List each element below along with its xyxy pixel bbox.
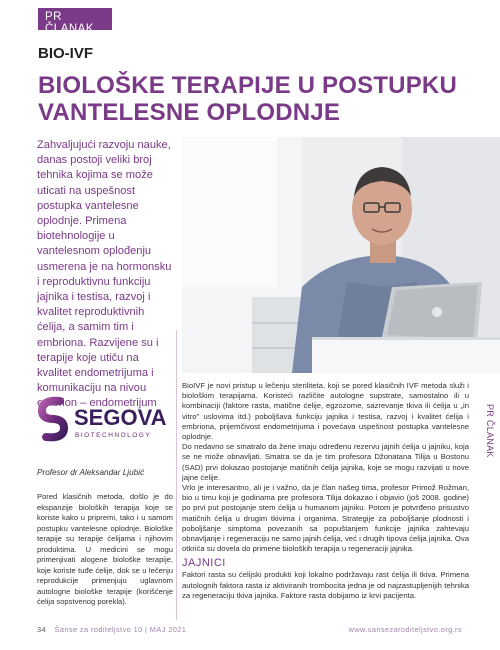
- segova-logo: [34, 395, 174, 443]
- article-type-tag: PR ČLANAK: [38, 8, 112, 30]
- body-paragraph: Faktori rasta su ćelijski produkti koji lokalno podržavaju rast ćelija ili tkiva. Primena autolognih faktora rasta iz aktiviranih trombocita jedna je od najzastupljenijih tehnika za regeneraciju tkiva jajnika. Faktore rasta dobijamo iz krvi pacijenta.: [182, 570, 469, 600]
- body-paragraph: BioIVF je novi pristup u lečenju steriliteta, koji se pored klasičnih IVF metoda služi i biološkim terapijama. Koristeći različite autologne supstrate, samostalno ili u kombinaciji (faktore rasta, matične ćelije, egzozome, sazrevanje tkiva ili ćelija u „in vitro" uslovima itd.) poboljšava funkciju jajnika i testisa, razvoj i kvalitet ćelija i embriona, prijemčivost endometrijuma i povećava uspešnost postupka vantelesne oplodnje.: [182, 381, 469, 442]
- logo-tagline: BIOTECHNOLOGY: [75, 432, 152, 439]
- body-paragraph: Vrlo je interesantno, ali je i važno, da je član našeg tima, profesor Primož Rožman, bio u timu koji je godinama pre profesora Tilija dokazao i objavio (još 2008. godine) po prvi put postojanje stem ćelija u humanom jajniku. Potom je potvrđeno prisustvo matičnih ćelija u drugim tkivima i organima. Strategije za poboljšanje plodnosti i poboljšanje simptoma povezanih sa popuštanjem funkcije jajnika zahtevaju obnavljanje i regeneraciju ne samo jajnih ćelija, već i drugih tipova ćelija jajnika. Ova otkrića su dovela do primene bioloških terapija u regeneraciji jajnika.: [182, 483, 469, 554]
- sidebar-paragraph: Pored klasičnih metoda, došlo je do ekspanzije bioloških terapija koje se koriste kako u pripremi, tako i u samom postupku vantelesne oplodnje. Biološke terapije su terapije ćelijama i njihovim produktima. U medicini se mogu primenjivati alogene biološke terapije, koje koriste tuđe ćelije, dok se u lečenju reprodukcije primenjuju uglavnom autologne biološke terapije (korišćenje ćelija sopstvenog porekla).: [37, 492, 173, 606]
- body-paragraph: Do nedavno se smatralo da žene imaju određenu rezervu jajnih ćelija u jajniku, koja se ne može obnavljati. Smatra se da je tim profesora Džonatana Tilija u Bostonu (SAD) prvi dokazao postojanje matičnih ćelija jajnika, koje se mogu razvijati u nove jajne ćelije.: [182, 442, 469, 482]
- doctor-photo: [182, 137, 500, 373]
- intro-paragraph: Zahvaljujući razvoju nauke, danas postoji veliki broj tehnika kojima se može uticati na uspešnost postupka vantelesne oplodnje. Primena biotehnologije u vantelesnom oplođenju usmerena je na hormonsku i reproduktivnu funkciju jajnika i testisa, razvoj i kvalitet reproduktivnih ćelija, a samim tim i embriona. Razvijene su i terapije koje utiču na kvalitet endometrijuma i komunikaciju na nivou embrion – endometrijum: [37, 139, 172, 410]
- main-article-body: [182, 381, 469, 601]
- sidebar-divider: [176, 330, 177, 620]
- issue-info: 10 | MAJ 2021: [133, 625, 187, 634]
- footer-url[interactable]: www.sansezaroditeljstvo.org.rs: [348, 625, 462, 634]
- author-name: Profesor dr Aleksandar Ljubić: [37, 468, 145, 477]
- article-title: BIOLOŠKE TERAPIJE U POSTUPKU VANTELESNE OPLODNJE: [38, 72, 457, 126]
- side-label-text: PR ČLANAK: [485, 404, 495, 458]
- page-number: 34: [37, 625, 47, 634]
- magazine-name: Šanse za roditeljstvo: [54, 625, 132, 634]
- subheading-jajnici: JAJNICI: [182, 557, 226, 570]
- logo-wordmark: SEGOVA: [74, 405, 167, 430]
- section-label: BIO-IVF: [38, 45, 93, 62]
- footer-left: [37, 625, 186, 634]
- vertical-side-label: [484, 404, 498, 524]
